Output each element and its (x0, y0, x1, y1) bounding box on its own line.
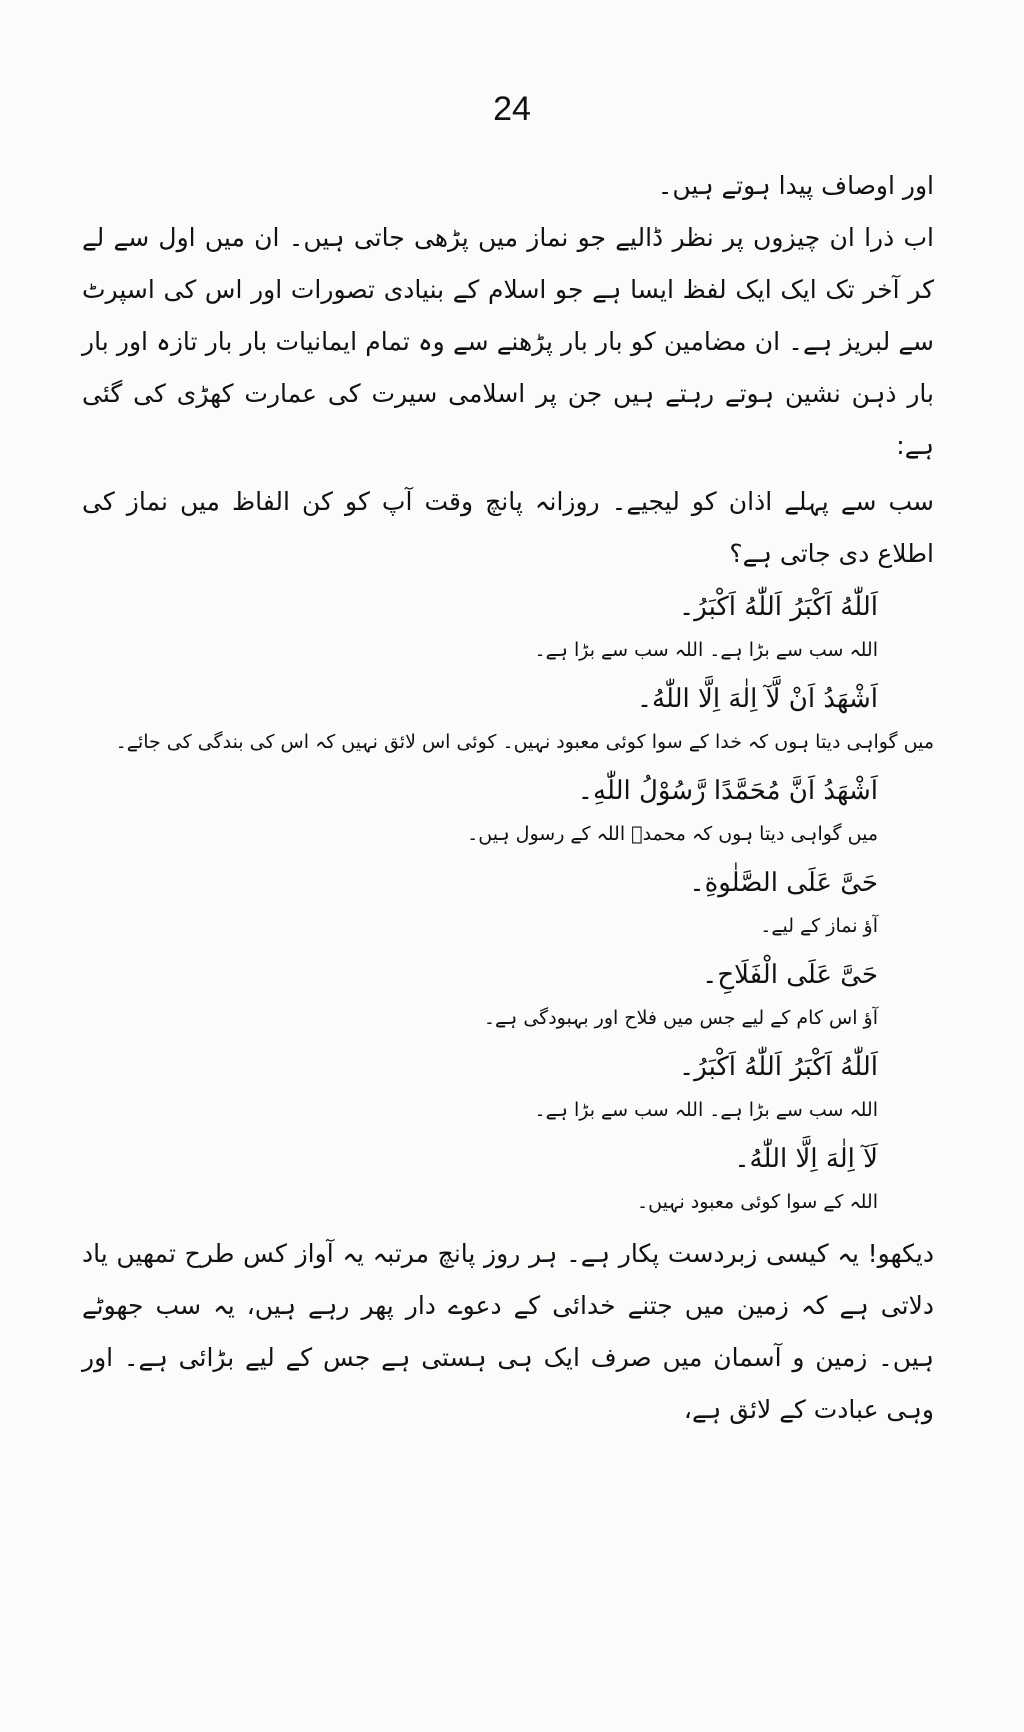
adhan-line-translation: آؤ اس کام کے لیے جس میں فلاح اور بہبودگی ہے۔ (483, 1007, 878, 1029)
page-text (82, 160, 934, 1436)
adhan-line-arabic: حَیَّ عَلَی الصَّلٰوةِ۔ (689, 868, 878, 898)
adhan-line-arabic: اَشْهَدُ اَنَّ مُحَمَّدًا رَّسُوْلُ اللّٰهِ۔ (577, 776, 878, 806)
paragraph-adhan-reflection: دیکھو! یہ کیسی زبردست پکار ہے۔ ہر روز پانچ مرتبہ یہ آواز کس طرح تمھیں یاد دلاتی ہے کہ زمین میں جتنے خدائی کے دعوے دار پھر رہے ہیں، یہ سب جھوٹے ہیں۔ زمین و آسمان میں صرف ایک ہی ہستی ہے جس کے لیے بڑائی ہے۔ اور وہی عبادت کے لائق ہے، (82, 1239, 934, 1424)
page-number: 24 (493, 90, 531, 128)
adhan-line-arabic: لَآ اِلٰهَ اِلَّا اللّٰهُ۔ (734, 1144, 878, 1174)
adhan-line-translation: اللہ سب سے بڑا ہے۔ اللہ سب سے بڑا ہے۔ (534, 1099, 878, 1121)
paragraph-intro-end: اور اوصاف پیدا ہوتے ہیں۔ (657, 171, 934, 200)
adhan-line-arabic: اَللّٰهُ اَكْبَرُ اَللّٰهُ اَكْبَرُ۔ (679, 1052, 878, 1082)
paragraph-adhan-intro: سب سے پہلے اذان کو لیجیے۔ روزانہ پانچ وقت آپ کو کن الفاظ میں نماز کی اطلاع دی جاتی ہے؟ (82, 487, 934, 568)
paragraph-prayer-contents: اب ذرا ان چیزوں پر نظر ڈالیے جو نماز میں پڑھی جاتی ہیں۔ ان میں اول سے لے کر آخر تک ایک ایک لفظ ایسا ہے جو اسلام کے بنیادی تصورات اور اس کی اسپرٹ سے لبریز ہے۔ ان مضامین کو بار بار پڑھنے سے وہ تمام ایمانیات بار بار تازہ اور بار بار ذہن نشین ہوتے رہتے ہیں جن پر اسلامی سیرت کی عمارت کھڑی کی گئی ہے: (82, 223, 934, 460)
adhan-line-translation: میں گواہی دیتا ہوں کہ خدا کے سوا کوئی معبود نہیں۔ کوئی اس لائق نہیں کہ اس کی بندگی کی جائے۔ (115, 731, 934, 753)
adhan-line-translation: میں گواہی دیتا ہوں کہ محمدؐ اللہ کے رسول ہیں۔ (467, 823, 878, 845)
adhan-line-translation: آؤ نماز کے لیے۔ (760, 915, 878, 937)
adhan-line-arabic: حَیَّ عَلَی الْفَلَاحِ۔ (702, 960, 878, 990)
adhan-line-arabic: اَشْهَدُ اَنْ لَّآ اِلٰهَ اِلَّا اللّٰهُ۔ (636, 684, 878, 714)
adhan-line-translation: اللہ کے سوا کوئی معبود نہیں۔ (637, 1191, 878, 1213)
adhan-line-arabic: اَللّٰهُ اَكْبَرُ اَللّٰهُ اَكْبَرُ۔ (679, 592, 878, 622)
adhan-line-translation: اللہ سب سے بڑا ہے۔ اللہ سب سے بڑا ہے۔ (534, 639, 878, 661)
